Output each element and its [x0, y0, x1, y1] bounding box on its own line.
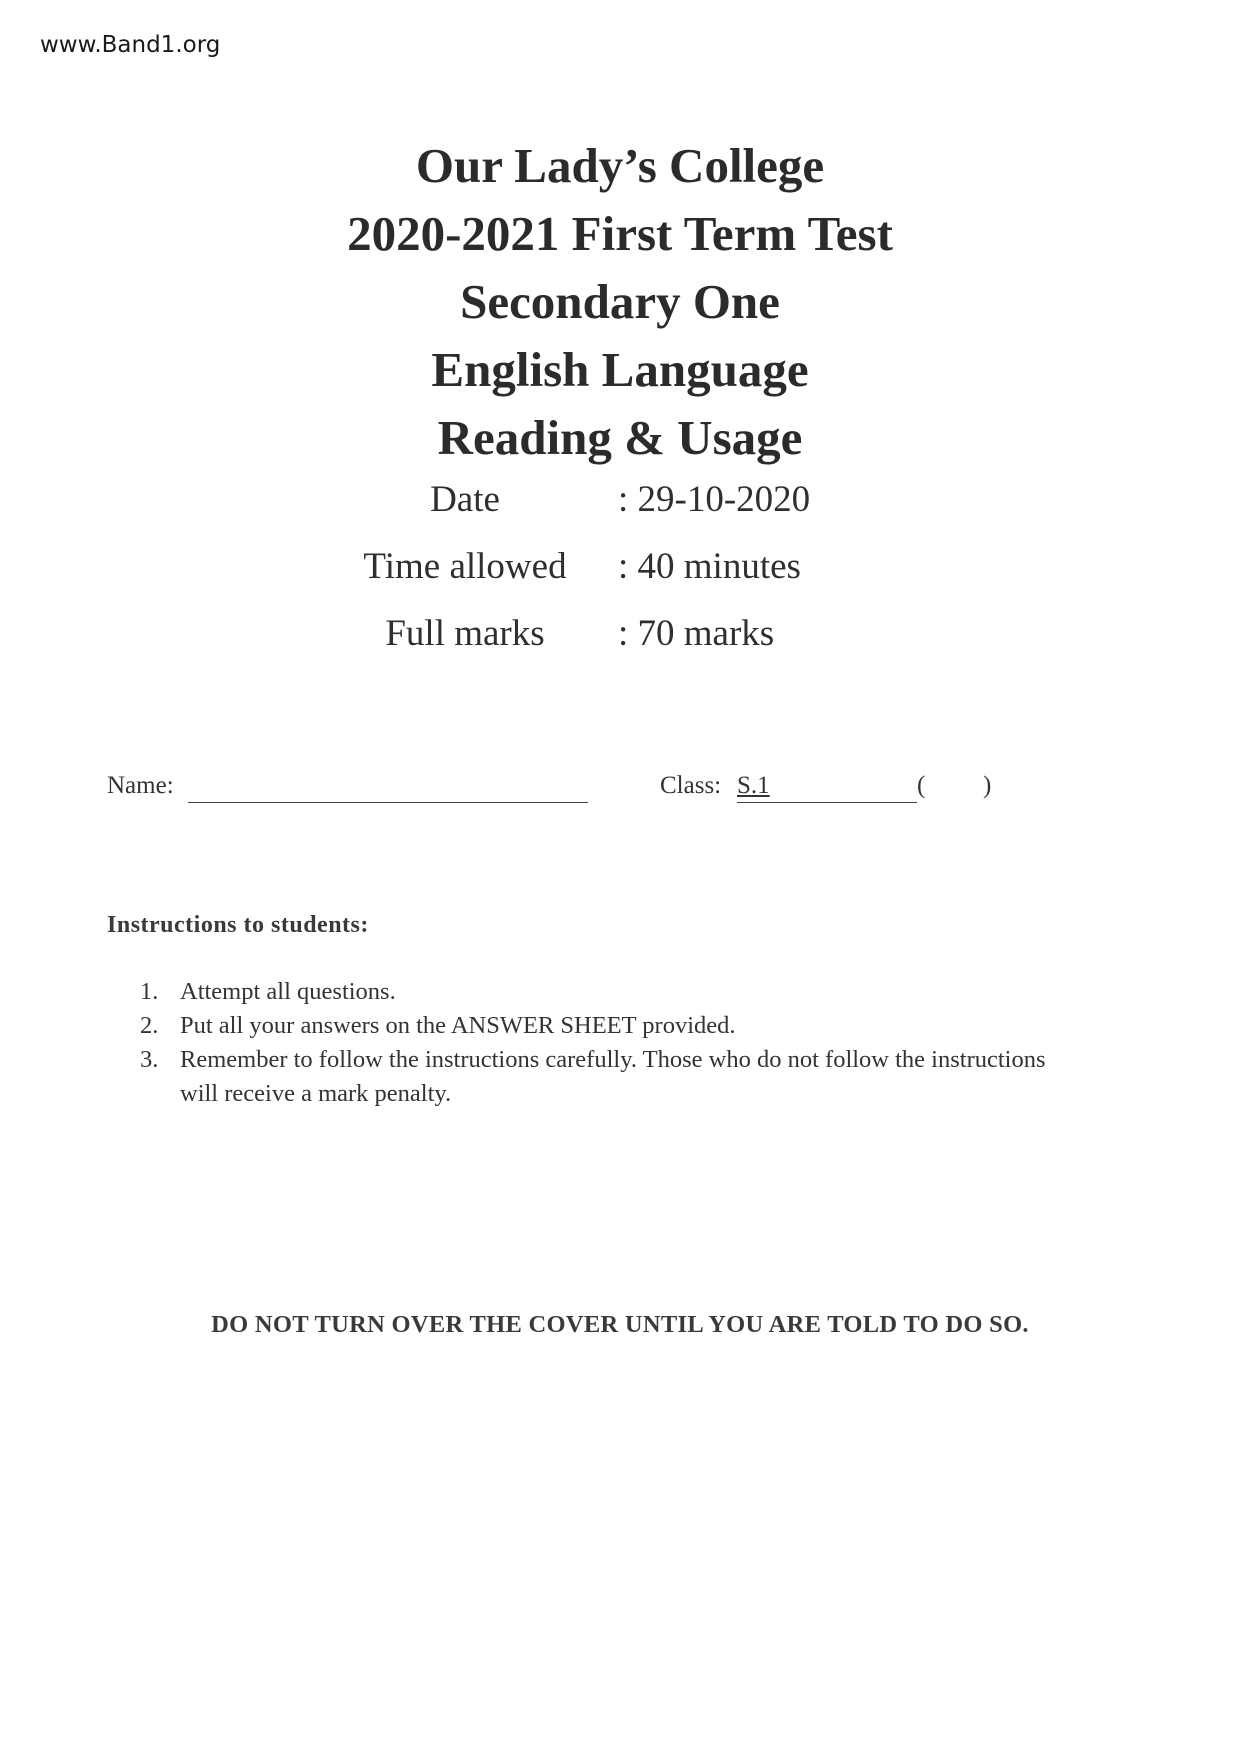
instruction-number: 3.	[140, 1046, 159, 1073]
instruction-number: 1.	[140, 978, 159, 1005]
class-number-open-paren: (	[917, 772, 926, 799]
exam-level: Secondary One	[460, 274, 780, 329]
name-field[interactable]	[188, 802, 588, 803]
exam-paper: Reading & Usage	[437, 410, 803, 465]
instruction-item	[140, 1009, 1080, 1043]
exam-term: 2020-2021 First Term Test	[347, 206, 893, 261]
instruction-text: Remember to follow the instructions carefully. Those who do not follow the instructions will receive a mark penalty.	[180, 1046, 1046, 1107]
name-label: Name:	[107, 772, 174, 799]
website-watermark: www.Band1.org	[40, 32, 221, 58]
exam-meta	[0, 478, 1240, 679]
meta-label: Date	[430, 479, 500, 520]
meta-label: Full marks	[385, 613, 545, 654]
class-label: Class:	[660, 772, 722, 799]
instructions-list	[140, 975, 1080, 1111]
meta-value: : 70 marks	[618, 613, 775, 654]
exam-title-block	[0, 132, 1240, 472]
school-name: Our Lady’s College	[415, 138, 825, 193]
class-field[interactable]	[737, 802, 917, 803]
cover-warning: DO NOT TURN OVER THE COVER UNTIL YOU ARE TOLD TO DO SO.	[211, 1311, 1029, 1338]
instruction-text: Put all your answers on the ANSWER SHEET provided.	[180, 1012, 736, 1039]
meta-value: : 29-10-2020	[618, 479, 811, 520]
meta-row-date	[0, 478, 1240, 545]
instruction-item	[140, 975, 1080, 1009]
class-value: S.1	[737, 772, 770, 799]
meta-value: : 40 minutes	[618, 546, 801, 587]
meta-row-marks	[0, 612, 1240, 679]
meta-label: Time allowed	[363, 546, 567, 587]
meta-row-time	[0, 545, 1240, 612]
instructions-heading: Instructions to students:	[107, 912, 369, 938]
class-number-close-paren: )	[983, 772, 992, 799]
exam-subject: English Language	[431, 342, 809, 397]
instruction-text: Attempt all questions.	[180, 978, 396, 1005]
instruction-item	[140, 1043, 1080, 1111]
instruction-number: 2.	[140, 1012, 159, 1039]
